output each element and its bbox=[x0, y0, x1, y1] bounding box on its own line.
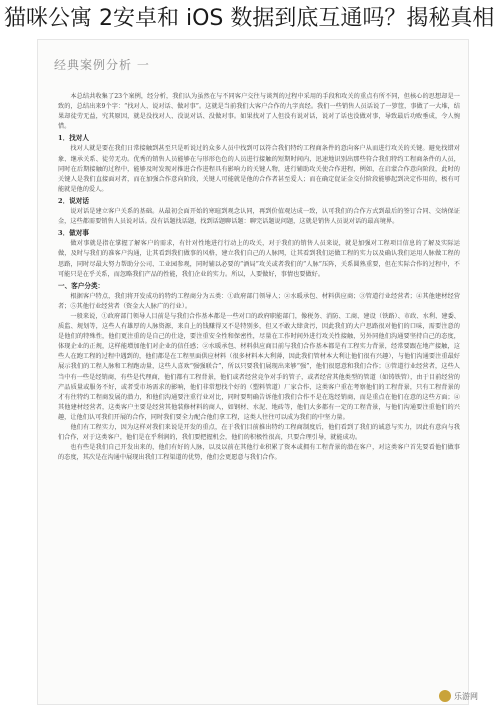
paragraph: 做对事就是指在掌握了解客户的需求，有针对性地进行行动上的攻关，对于我们的销售人员来说，就是加强对工程项目信息的了解及实际运做，及时与我们的准客户沟通，让其看到我们做事的风格，建立我们自己的人脉网，让其看到我们运做工程的实力以及确认我们运用人脉做工程的思路，同时尽最大努力帮助分公司、工业园参观，同时辅以必要的“酒局”攻关或者我们的“人脉”压阵，关系圆熟重要，但在实际合作的过程中，不可能只是在乎关系，而忽略我们产品的性能，我们企业的实力。所以，人要做好，事情也要做好。 bbox=[58, 240, 460, 278]
site-watermark: 乐游网 bbox=[439, 690, 478, 702]
document-body bbox=[58, 92, 460, 697]
paragraph: 根据客户特点，我们将开发成功的特约工程商分为五类：①政府部门领导人；②水暖承包、材料供应商；③管道行业经营者；④其他建材经营者；⑤其他行业经营者（资金大人脉广的行业）。 bbox=[58, 292, 460, 310]
paragraph: 找对人就是要在我们日常接触到甚至只是听说过的众多人员中找到可以符合我们特约工程商条件的意向客户从而进行攻关的关键。避免找错对象、继承关系、徒劳无功。优秀的销售人员能够在与形形色色的人员进行接触的短期时间内，迅速地识别出那些符合我们特约工程商条件的人员，同时在后期接触的过程中，能够及时发现对推进合作进程具有影响力的关键人物，进行辅助攻关使合作进程，例如，在启蒙合作意向阶段，此时的关键人是我们直接面对者，而在加强合作意向阶段，关键人可能就是他的合作者甚至爱人；而在确定促证金交付阶段能够起到决定作用的，极有可能就是他的爱人。 bbox=[58, 145, 460, 193]
document-subtitle: 经典案例分析 一 bbox=[54, 58, 150, 72]
page-title: 猫咪公寓 2安卓和 iOS 数据到底互通吗？揭秘真相 bbox=[4, 6, 495, 31]
section-heading: 3．做对事 bbox=[58, 229, 89, 238]
section-heading: 2．说对话 bbox=[58, 196, 89, 205]
paragraph: 本总结共收集了23个案例，经分析，我们认为虽然在与不同客户交往与谈判的过程中采用的手段和攻关的重点有所不同，但核心的思想却是一致的，总结出来9个字：“找对人、说对话、做对事”。这就是当前我们大客户合作的九字真经。我们一些销售人员话说了一箩筐，事做了一大堆，结果却徒劳无益，究其原因，就是没找对人、没说对话、没做对事。如果找对了人但没有说对话，说对了话也没做对事，导致最后功败垂成，令人惋惜。 bbox=[58, 93, 460, 131]
paragraph: 说对话是建立客户关系的基础。从最初会面开始的寒暄到观念认同，再到价值观达成一致，认可我们的合作方式到最后的签订合同、交纳保证金，这些都需要销售人员说对话。没有话题找话题，找到话题聊话题：聊完话题说问题，这就是销售人员说对话的最高境界。 bbox=[58, 208, 460, 226]
paragraph: 也有些是我们自己开发出来的，他们有好的人脉，以及以前在其他行业积累了资本或拥有工程背景的潜在客户，对这类客户首先要看他们做事的态度，其次是在沟通中展现出我们工程渠道的优势，他们会更愿意与我们合作。 bbox=[58, 444, 460, 462]
section-heading: 一、客户分类： bbox=[58, 281, 105, 290]
paragraph: 他们有工程实力，因为这样对我们来说是开发的重点，在于我们目前推出特约工程商制度后，他们看到了我们的诚意与实力，因此有意向与我们合作，对于这类客户，他们是在乎利润的，我们要把握机会，他们的积极性很高，只要合理引导，就能成功。 bbox=[58, 424, 460, 442]
section-heading: 1．找对人 bbox=[58, 134, 89, 143]
paragraph: 一般来说，①政府部门领导人目前是与我们合作基本都是一些对口的政府职能部门，像税务、消防、工商、建设（铁路）、市政、水利、建委、质监、规划等，这些人有雄厚的人脉资源，来自上的钱赚得又不是特别多，但又不敢大肆贪污，因此我们的大户思路很对他们的口味，需要注意的是他们的特殊性，他们更注重的是自己的仕途，要注重安全性和保密性，尽量在工作时间外进行攻关性接触，另外同他们沟通要坚持自己的态度，体现企业的正规，这样能增加他们对企业的信任感；②水暖承包、材料供应商目前与我们合作基本都是有工程实力背景，经常要跟在地产接触，这些人在跑工程的过程中遇到的，他们都是在工程里面供应材料（很多材料本大利薄，因此我们管材本大利让他们很有兴趣），与他们沟通要注重最好展示我们的工程人脉和工程跑动量，这些人喜欢“强强联合”，所以只要我们展现出来够“强”，他们很愿意和我们合作；③管道行业经营者，这些人当中有一些是经销商，有些是代理商，他们都有工程背景，他们或者经营竞争对手的管子，或者经营其他类型的管道（如铸铁管），由于目前经营的产品质量或服务不好，或者受市场需求的影响，他们非常想找个好的（塑料管道）厂家合作，这类客户重在考察他们的工程背景，只有工程背景的才有往特约工程商发展的潜力，和他们沟通要注重行业对比，同时要明确告诉他们我们合作不是在选经销商，而是重点在他们在意的这些方面；④其他建材经营者，这类客户主要是经营其他装修材料的商人，如钢材、水泥、地砖等，他们大多都有一定的工程背景，与他们沟通要注重他们的兴趣，让他们认可我们开展的合作，同时我们要全力配合他们拿工程，这类人往往可以成为我们的中坚力量。 bbox=[58, 312, 460, 421]
watermark-logo-icon bbox=[439, 690, 451, 702]
